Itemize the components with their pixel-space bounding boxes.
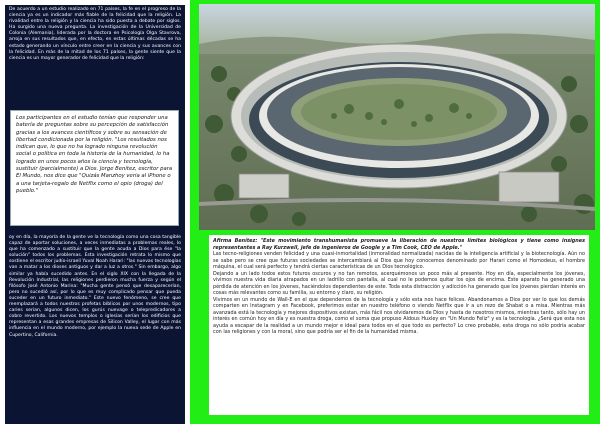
intro-paragraph: De acuerdo a un estudio realizado en 71 países, la fe en el progreso de la ciencia ya es un indicador más fiable de la felicidad que la religión. La rivalidad entre la religión y la ciencia ha sido puesta a debate por siglos. Ha surgido una nueva pregunta. La investigación de la Universidad de Colonia (Alemania), liderada por la doctora en Psicología Olga Stavrova, arroja en sus resultados que, en efecto, en estas últimas décadas se ha estado generando un vínculo entre creer en la ciencia y sus avances con la felicidad. En más de la mitad de los 71 países, la gente siente que la ciencia es un mayor generador de felicidad que la religión: bbox=[9, 7, 181, 61]
aerial-ring-building-icon bbox=[199, 4, 595, 230]
article-paragraph-3: Vivimos en un mundo de Wall-E en el que dependemos de la tecnología y sólo esta nos hace felices. Abandonamos a Dios por ver lo que los demás comparten en Instagram y en Facebook, preferimos estar en nuestro teléfono o viendo Netflix que ir a un rezo de Shabat o a misa. Mientras más avanzada está la tecnología y mejores dispositivos existan, más fácil nos olvidaremos de Dios y hasta de nosotros mismos, mientras tanto, sólo hay un interés en común hoy en día y es nuestra droga, como el soma que propuso Aldous Huxley en "Un Mundo Feliz" y es la tecnología. ¿Será que esta nos ayuda a escapar de la realidad a un mundo mejor e ideal para todos en el que todo es perfecto? Lo creo probable, esta droga no sólo podría acabar con las religiones y con la moral, sino que podría ser el fin de la humanidad misma. bbox=[213, 296, 585, 335]
article-paragraph-2: Dejando a un lado todos estos futuros oscuros y no tan remotos, acerquémonos un poco más al presente. Hoy en día, especialmente los jóvenes, vivimos nuestra vida diaria atrapados en un ladrillo con pantalla, al cual no le podemos quitar los ojos de encima. Este aparato ha generado una pérdida de atención en los jóvenes, haciéndolos dependientes de este. Toda esta distracción y adicción ha generado que los jóvenes pierdan interés en cosas más relevantes como su familia, su entorno y claro, su religión. bbox=[213, 270, 585, 296]
article-box bbox=[209, 235, 589, 415]
quote-box bbox=[10, 110, 179, 226]
article-lead: Afirma Benítez: "Este movimiento transhumanista promueve la liberación de nuestros límites biológicos y tiene como insignes representantes a Ray Kurzweil, jefe de ingenieros de Google y a Tim Cook, CEO de Apple." bbox=[213, 238, 585, 251]
body-paragraph: oy en día, la mayoría de la gente ve la tecnología como una cosa tangible capaz de aportar soluciones, a veces inmediatas a problemas reales, lo que ha comenzado a sustituir que la gente acuda a Dios para ése "la solución" todos los problemas. Esta investigación retrata lo mismo que sostiene el escritor judío-israelí Yuval Noah Harari: "las nuevas tecnologías van a matar a los dioses antiguos y dar a luz a otros." Sin embargo, algo similar ya había sucedido antes. En el siglo XIX con la llegada de la Revolución Industrial, las religiones perdieron mucha fuerza y según el filósofo José Antonio Marina: "Mucha gente pensó que desaparecerían, pero no sucedió así, por lo que es muy complicado pensar que pueda suceder en un futuro inmediato." Este nuevo fenómeno, se cree que reemplazará a todos nuestros profetas bíblicos por unos modernos, tipo caries serian, algunos dicen, los gurús nuevage o telepredicadores a cobro revertido. Los nuevos templos o iglesias serían los edificios que representan a esas grandes empresas de Silicon Valley, el lugar con más influencia en el mundo moderno, por ejemplo la nueva sede de Apple en Cupertino, California. bbox=[9, 235, 181, 338]
quote-text: Los participantes en el estudio tenían que responder una batería de preguntas sobre su percepción de satisfacción gracias a los avances científicos y sobre su sensación de libertad condicionada por la religión. "Los resultados nos indican que, lo que no ha logrado ninguna revolución social o política en toda la historia de la humanidad, lo ha logrado en unos pocos años la ciencia y tecnología, sustituir (parcialmente) a Dios. Jorge Benítez, escritor para El Mundo, nos dice que "Quizás Manzhoy veria al iPhone o a una tarjeta-regalo de Netflix como el opio (droga) del pueblo." bbox=[16, 115, 173, 194]
aerial-photo bbox=[199, 4, 595, 230]
article-paragraph-1: Las tecno-religiones venden felicidad y una cuasi-inmortalidad (inmoralidad normalizada) nacidas de la inteligencia artificial y la biotecnología. Aún no se sabe pero se cree que futuras sociedades se intercambiará al Dios que hoy conocemos denominado por Harari como el Homodeus, el hombre máquina, el cual será perfecto y tendrá ciertas características de un Dios tecnológico. bbox=[213, 251, 585, 270]
left-column bbox=[0, 0, 190, 424]
